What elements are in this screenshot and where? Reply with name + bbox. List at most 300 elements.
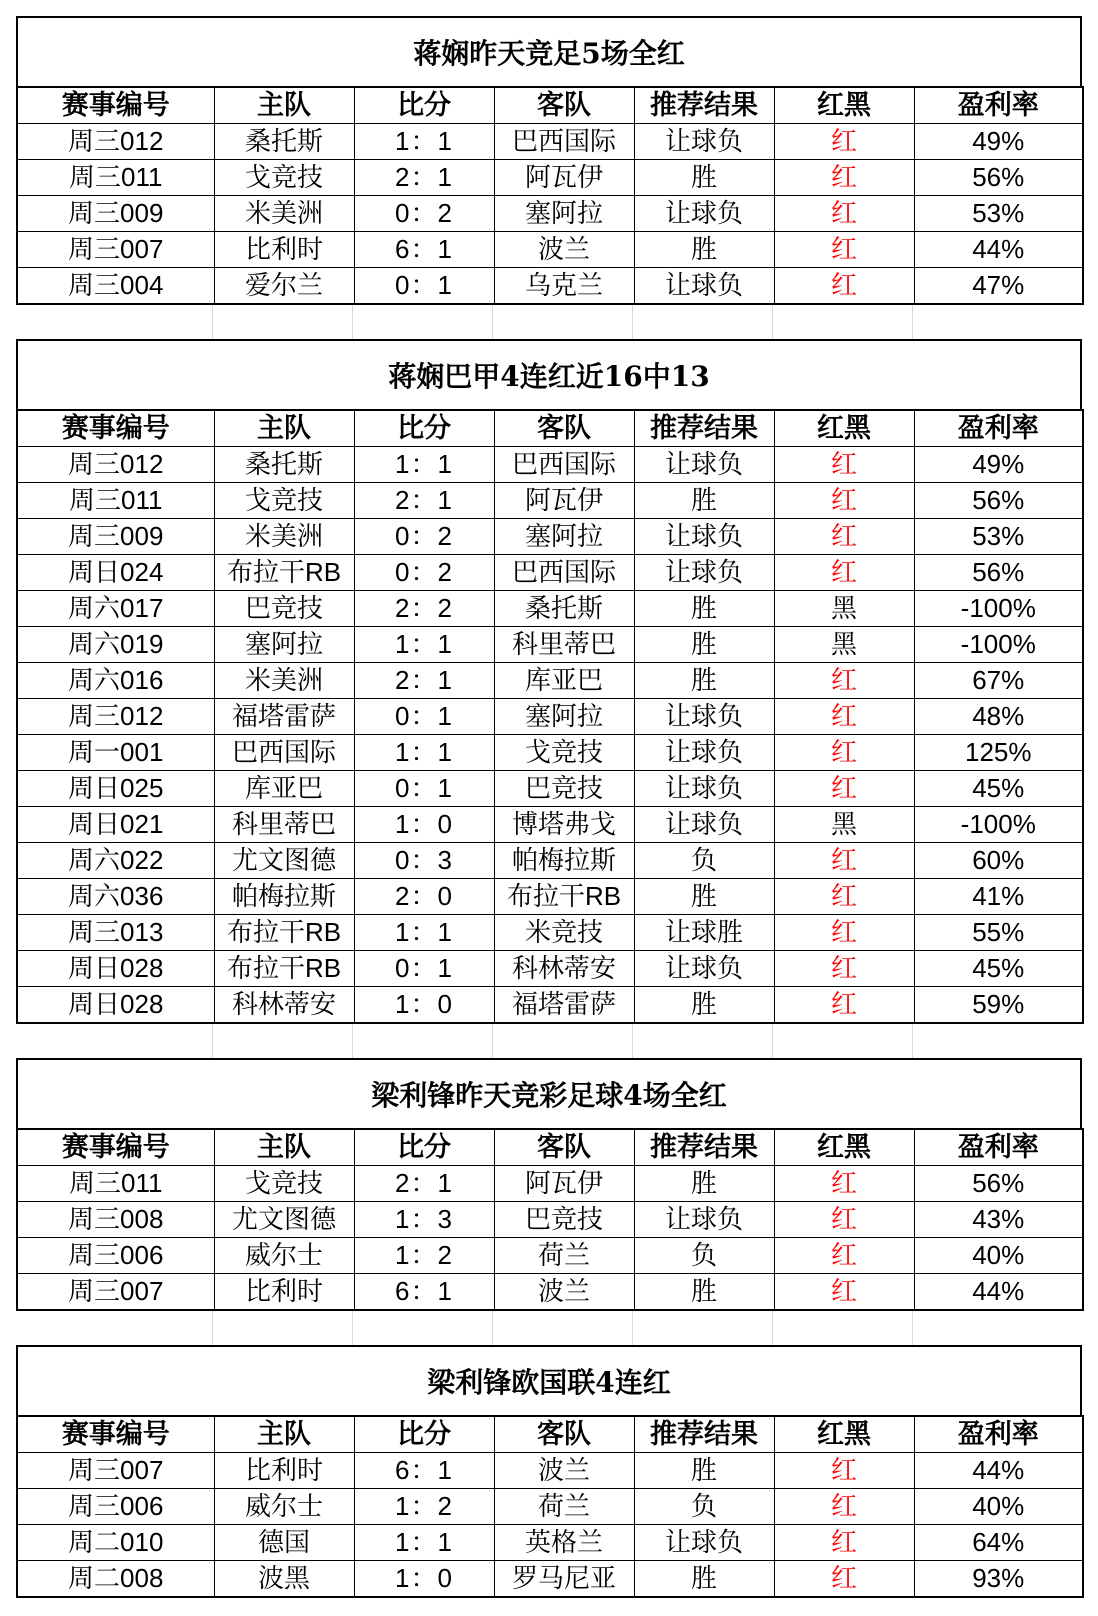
match-id-cell: 周六017 [17, 591, 214, 627]
profit-rate-cell: 56% [914, 1166, 1083, 1202]
spacer-cell [773, 305, 913, 339]
result-cell: 红 [774, 735, 914, 771]
home-team-cell: 爱尔兰 [214, 268, 354, 305]
table-row [17, 196, 1083, 232]
profit-rate-cell: 44% [914, 1274, 1083, 1311]
pick-cell: 让球负 [634, 807, 774, 843]
pick-cell: 让球负 [634, 1202, 774, 1238]
section-title: 蒋娴昨天竞足5场全红 [16, 16, 1082, 86]
column-header: 赛事编号 [17, 410, 214, 447]
pick-cell: 胜 [634, 1453, 774, 1489]
column-header: 红黑 [774, 87, 914, 124]
table-row [17, 555, 1083, 591]
home-team-cell: 帕梅拉斯 [214, 879, 354, 915]
pick-cell: 让球负 [634, 735, 774, 771]
away-team-cell: 波兰 [494, 1453, 634, 1489]
column-header: 主队 [214, 1416, 354, 1453]
match-id-cell: 周三011 [17, 1166, 214, 1202]
profit-rate-cell: 53% [914, 196, 1083, 232]
away-team-cell: 巴西国际 [494, 447, 634, 483]
away-team-cell: 罗马尼亚 [494, 1561, 634, 1598]
column-header: 主队 [214, 410, 354, 447]
result-cell: 红 [774, 447, 914, 483]
match-id-cell: 周日024 [17, 555, 214, 591]
away-team-cell: 戈竞技 [494, 735, 634, 771]
home-team-cell: 米美洲 [214, 519, 354, 555]
match-id-cell: 周六016 [17, 663, 214, 699]
spacer-cell [16, 1024, 213, 1058]
results-section [16, 1058, 1082, 1311]
table-row [17, 447, 1083, 483]
match-id-cell: 周三012 [17, 699, 214, 735]
match-id-cell: 周二008 [17, 1561, 214, 1598]
profit-rate-cell: 44% [914, 232, 1083, 268]
header-row [17, 410, 1083, 447]
away-team-cell: 塞阿拉 [494, 699, 634, 735]
profit-rate-cell: 55% [914, 915, 1083, 951]
column-header: 比分 [354, 1129, 494, 1166]
profit-rate-cell: 64% [914, 1525, 1083, 1561]
score-cell: 1：1 [354, 627, 494, 663]
profit-rate-cell: 43% [914, 1202, 1083, 1238]
home-team-cell: 福塔雷萨 [214, 699, 354, 735]
match-id-cell: 周三004 [17, 268, 214, 305]
table-row [17, 1274, 1083, 1311]
pick-cell: 胜 [634, 232, 774, 268]
profit-rate-cell: 45% [914, 771, 1083, 807]
profit-rate-cell: 48% [914, 699, 1083, 735]
match-id-cell: 周三012 [17, 124, 214, 160]
spacer-cell [213, 1311, 353, 1345]
pick-cell: 胜 [634, 1274, 774, 1311]
score-cell: 2：1 [354, 483, 494, 519]
column-header: 盈利率 [914, 87, 1083, 124]
match-id-cell: 周六022 [17, 843, 214, 879]
score-cell: 6：1 [354, 232, 494, 268]
column-header: 盈利率 [914, 1416, 1083, 1453]
column-header: 盈利率 [914, 410, 1083, 447]
away-team-cell: 巴竞技 [494, 771, 634, 807]
spacer-cell [353, 305, 493, 339]
result-cell: 红 [774, 483, 914, 519]
match-id-cell: 周六036 [17, 879, 214, 915]
pick-cell: 让球负 [634, 268, 774, 305]
column-header: 客队 [494, 1129, 634, 1166]
table-row [17, 807, 1083, 843]
home-team-cell: 威尔士 [214, 1238, 354, 1274]
score-cell: 1：2 [354, 1489, 494, 1525]
home-team-cell: 威尔士 [214, 1489, 354, 1525]
profit-rate-cell: 47% [914, 268, 1083, 305]
away-team-cell: 阿瓦伊 [494, 160, 634, 196]
result-cell: 红 [774, 1525, 914, 1561]
result-cell: 红 [774, 987, 914, 1024]
spacer-cell [213, 1024, 353, 1058]
score-cell: 1：3 [354, 1202, 494, 1238]
result-cell: 红 [774, 1489, 914, 1525]
home-team-cell: 尤文图德 [214, 1202, 354, 1238]
pick-cell: 胜 [634, 663, 774, 699]
profit-rate-cell: 49% [914, 124, 1083, 160]
result-cell: 红 [774, 663, 914, 699]
home-team-cell: 比利时 [214, 1274, 354, 1311]
spacer-cell [493, 1024, 633, 1058]
profit-rate-cell: 53% [914, 519, 1083, 555]
table-row [17, 987, 1083, 1024]
spacer-cell [633, 1024, 773, 1058]
score-cell: 1：1 [354, 915, 494, 951]
column-header: 主队 [214, 87, 354, 124]
column-header: 推荐结果 [634, 87, 774, 124]
column-header: 红黑 [774, 410, 914, 447]
section-spacer [16, 1024, 1082, 1058]
profit-rate-cell: 93% [914, 1561, 1083, 1598]
match-id-cell: 周三012 [17, 447, 214, 483]
score-cell: 6：1 [354, 1453, 494, 1489]
pick-cell: 让球负 [634, 1525, 774, 1561]
profit-rate-cell: 56% [914, 555, 1083, 591]
results-table [16, 86, 1084, 305]
match-id-cell: 周日025 [17, 771, 214, 807]
away-team-cell: 荷兰 [494, 1489, 634, 1525]
away-team-cell: 帕梅拉斯 [494, 843, 634, 879]
match-id-cell: 周日028 [17, 951, 214, 987]
pick-cell: 让球胜 [634, 915, 774, 951]
score-cell: 0：1 [354, 268, 494, 305]
profit-rate-cell: 67% [914, 663, 1083, 699]
profit-rate-cell: 40% [914, 1489, 1083, 1525]
away-team-cell: 科林蒂安 [494, 951, 634, 987]
home-team-cell: 波黑 [214, 1561, 354, 1598]
match-id-cell: 周三006 [17, 1238, 214, 1274]
result-cell: 红 [774, 951, 914, 987]
table-row [17, 268, 1083, 305]
pick-cell: 胜 [634, 591, 774, 627]
table-row [17, 1238, 1083, 1274]
away-team-cell: 波兰 [494, 1274, 634, 1311]
profit-rate-cell: 44% [914, 1453, 1083, 1489]
result-cell: 红 [774, 555, 914, 591]
header-row [17, 1129, 1083, 1166]
pick-cell: 胜 [634, 160, 774, 196]
result-cell: 红 [774, 1202, 914, 1238]
table-row [17, 735, 1083, 771]
away-team-cell: 巴西国际 [494, 124, 634, 160]
score-cell: 0：1 [354, 771, 494, 807]
results-table [16, 1128, 1084, 1311]
column-header: 赛事编号 [17, 1129, 214, 1166]
table-row [17, 771, 1083, 807]
profit-rate-cell: 125% [914, 735, 1083, 771]
home-team-cell: 科里蒂巴 [214, 807, 354, 843]
result-cell: 黑 [774, 807, 914, 843]
away-team-cell: 阿瓦伊 [494, 1166, 634, 1202]
result-cell: 黑 [774, 627, 914, 663]
match-id-cell: 周三011 [17, 160, 214, 196]
score-cell: 1：0 [354, 807, 494, 843]
match-id-cell: 周日028 [17, 987, 214, 1024]
table-row [17, 1202, 1083, 1238]
result-cell: 红 [774, 1453, 914, 1489]
table-row [17, 232, 1083, 268]
result-cell: 红 [774, 843, 914, 879]
column-header: 盈利率 [914, 1129, 1083, 1166]
result-cell: 红 [774, 771, 914, 807]
profit-rate-cell: 45% [914, 951, 1083, 987]
score-cell: 1：1 [354, 447, 494, 483]
profit-rate-cell: 60% [914, 843, 1083, 879]
home-team-cell: 布拉干RB [214, 555, 354, 591]
away-team-cell: 桑托斯 [494, 591, 634, 627]
column-header: 主队 [214, 1129, 354, 1166]
away-team-cell: 波兰 [494, 232, 634, 268]
score-cell: 1：1 [354, 124, 494, 160]
score-cell: 0：1 [354, 951, 494, 987]
result-cell: 红 [774, 1274, 914, 1311]
away-team-cell: 博塔弗戈 [494, 807, 634, 843]
home-team-cell: 桑托斯 [214, 447, 354, 483]
spacer-cell [773, 1311, 913, 1345]
home-team-cell: 比利时 [214, 1453, 354, 1489]
match-id-cell: 周一001 [17, 735, 214, 771]
profit-rate-cell: -100% [914, 591, 1083, 627]
match-id-cell: 周三007 [17, 1274, 214, 1311]
results-table [16, 1415, 1084, 1598]
column-header: 客队 [494, 410, 634, 447]
header-row [17, 87, 1083, 124]
away-team-cell: 米竞技 [494, 915, 634, 951]
spacer-cell [493, 1311, 633, 1345]
match-id-cell: 周三013 [17, 915, 214, 951]
result-cell: 红 [774, 1238, 914, 1274]
section-title: 梁利锋昨天竞彩足球4场全红 [16, 1058, 1082, 1128]
pick-cell: 胜 [634, 627, 774, 663]
table-row [17, 699, 1083, 735]
match-id-cell: 周二010 [17, 1525, 214, 1561]
section-title: 蒋娴巴甲4连红近16中13 [16, 339, 1082, 409]
pick-cell: 胜 [634, 483, 774, 519]
home-team-cell: 比利时 [214, 232, 354, 268]
column-header: 赛事编号 [17, 1416, 214, 1453]
table-row [17, 1561, 1083, 1598]
profit-rate-cell: 41% [914, 879, 1083, 915]
pick-cell: 胜 [634, 1166, 774, 1202]
home-team-cell: 戈竞技 [214, 483, 354, 519]
score-cell: 2：2 [354, 591, 494, 627]
pick-cell: 让球负 [634, 124, 774, 160]
home-team-cell: 科林蒂安 [214, 987, 354, 1024]
match-id-cell: 周三011 [17, 483, 214, 519]
score-cell: 2：1 [354, 160, 494, 196]
home-team-cell: 尤文图德 [214, 843, 354, 879]
pick-cell: 负 [634, 1238, 774, 1274]
match-id-cell: 周三007 [17, 1453, 214, 1489]
pick-cell: 胜 [634, 1561, 774, 1598]
score-cell: 0：2 [354, 519, 494, 555]
away-team-cell: 科里蒂巴 [494, 627, 634, 663]
section-title: 梁利锋欧国联4连红 [16, 1345, 1082, 1415]
pick-cell: 让球负 [634, 951, 774, 987]
column-header: 推荐结果 [634, 410, 774, 447]
table-row [17, 483, 1083, 519]
table-row [17, 591, 1083, 627]
result-cell: 黑 [774, 591, 914, 627]
column-header: 客队 [494, 1416, 634, 1453]
table-row [17, 915, 1083, 951]
result-cell: 红 [774, 196, 914, 232]
result-cell: 红 [774, 519, 914, 555]
pick-cell: 让球负 [634, 771, 774, 807]
results-section [16, 16, 1082, 305]
score-cell: 0：2 [354, 555, 494, 591]
home-team-cell: 戈竞技 [214, 160, 354, 196]
result-cell: 红 [774, 1166, 914, 1202]
home-team-cell: 库亚巴 [214, 771, 354, 807]
away-team-cell: 巴竞技 [494, 1202, 634, 1238]
column-header: 比分 [354, 87, 494, 124]
result-cell: 红 [774, 268, 914, 305]
match-id-cell: 周三006 [17, 1489, 214, 1525]
table-row [17, 879, 1083, 915]
pick-cell: 负 [634, 1489, 774, 1525]
pick-cell: 让球负 [634, 699, 774, 735]
table-row [17, 843, 1083, 879]
away-team-cell: 巴西国际 [494, 555, 634, 591]
pick-cell: 胜 [634, 987, 774, 1024]
spacer-cell [16, 1311, 213, 1345]
away-team-cell: 塞阿拉 [494, 196, 634, 232]
table-row [17, 1489, 1083, 1525]
results-section [16, 339, 1082, 1024]
column-header: 比分 [354, 1416, 494, 1453]
score-cell: 2：1 [354, 663, 494, 699]
profit-rate-cell: -100% [914, 807, 1083, 843]
score-cell: 1：1 [354, 1525, 494, 1561]
away-team-cell: 库亚巴 [494, 663, 634, 699]
spacer-cell [16, 305, 213, 339]
match-id-cell: 周三007 [17, 232, 214, 268]
match-id-cell: 周三009 [17, 519, 214, 555]
spacer-cell [773, 1024, 913, 1058]
home-team-cell: 塞阿拉 [214, 627, 354, 663]
column-header: 客队 [494, 87, 634, 124]
match-id-cell: 周六019 [17, 627, 214, 663]
result-cell: 红 [774, 915, 914, 951]
pick-cell: 负 [634, 843, 774, 879]
home-team-cell: 桑托斯 [214, 124, 354, 160]
home-team-cell: 戈竞技 [214, 1166, 354, 1202]
column-header: 比分 [354, 410, 494, 447]
spacer-cell [913, 305, 1082, 339]
score-cell: 2：0 [354, 879, 494, 915]
result-cell: 红 [774, 879, 914, 915]
score-cell: 1：0 [354, 1561, 494, 1598]
column-header: 赛事编号 [17, 87, 214, 124]
match-id-cell: 周三008 [17, 1202, 214, 1238]
results-sheet [16, 16, 1082, 1598]
table-row [17, 1453, 1083, 1489]
pick-cell: 让球负 [634, 519, 774, 555]
away-team-cell: 塞阿拉 [494, 519, 634, 555]
header-row [17, 1416, 1083, 1453]
section-spacer [16, 1311, 1082, 1345]
column-header: 推荐结果 [634, 1129, 774, 1166]
spacer-cell [353, 1024, 493, 1058]
table-row [17, 951, 1083, 987]
match-id-cell: 周三009 [17, 196, 214, 232]
spacer-cell [913, 1024, 1082, 1058]
away-team-cell: 乌克兰 [494, 268, 634, 305]
score-cell: 2：1 [354, 1166, 494, 1202]
spacer-cell [213, 305, 353, 339]
match-id-cell: 周日021 [17, 807, 214, 843]
home-team-cell: 德国 [214, 1525, 354, 1561]
score-cell: 1：0 [354, 987, 494, 1024]
column-header: 红黑 [774, 1129, 914, 1166]
away-team-cell: 英格兰 [494, 1525, 634, 1561]
column-header: 推荐结果 [634, 1416, 774, 1453]
table-row [17, 160, 1083, 196]
score-cell: 1：2 [354, 1238, 494, 1274]
away-team-cell: 福塔雷萨 [494, 987, 634, 1024]
spacer-cell [633, 1311, 773, 1345]
score-cell: 6：1 [354, 1274, 494, 1311]
table-row [17, 124, 1083, 160]
section-spacer [16, 305, 1082, 339]
home-team-cell: 米美洲 [214, 663, 354, 699]
profit-rate-cell: 56% [914, 483, 1083, 519]
result-cell: 红 [774, 160, 914, 196]
profit-rate-cell: 49% [914, 447, 1083, 483]
table-row [17, 519, 1083, 555]
profit-rate-cell: 40% [914, 1238, 1083, 1274]
results-section [16, 1345, 1082, 1598]
score-cell: 0：1 [354, 699, 494, 735]
result-cell: 红 [774, 1561, 914, 1598]
table-row [17, 1525, 1083, 1561]
home-team-cell: 米美洲 [214, 196, 354, 232]
spacer-cell [353, 1311, 493, 1345]
score-cell: 0：3 [354, 843, 494, 879]
pick-cell: 让球负 [634, 447, 774, 483]
pick-cell: 让球负 [634, 196, 774, 232]
home-team-cell: 巴竞技 [214, 591, 354, 627]
column-header: 红黑 [774, 1416, 914, 1453]
spacer-cell [633, 305, 773, 339]
score-cell: 0：2 [354, 196, 494, 232]
result-cell: 红 [774, 699, 914, 735]
spacer-cell [493, 305, 633, 339]
result-cell: 红 [774, 232, 914, 268]
away-team-cell: 荷兰 [494, 1238, 634, 1274]
home-team-cell: 布拉干RB [214, 951, 354, 987]
profit-rate-cell: -100% [914, 627, 1083, 663]
result-cell: 红 [774, 124, 914, 160]
table-row [17, 1166, 1083, 1202]
results-table [16, 409, 1084, 1024]
profit-rate-cell: 59% [914, 987, 1083, 1024]
table-row [17, 663, 1083, 699]
table-row [17, 627, 1083, 663]
home-team-cell: 布拉干RB [214, 915, 354, 951]
away-team-cell: 阿瓦伊 [494, 483, 634, 519]
spacer-cell [913, 1311, 1082, 1345]
home-team-cell: 巴西国际 [214, 735, 354, 771]
score-cell: 1：1 [354, 735, 494, 771]
away-team-cell: 布拉干RB [494, 879, 634, 915]
profit-rate-cell: 56% [914, 160, 1083, 196]
pick-cell: 胜 [634, 879, 774, 915]
